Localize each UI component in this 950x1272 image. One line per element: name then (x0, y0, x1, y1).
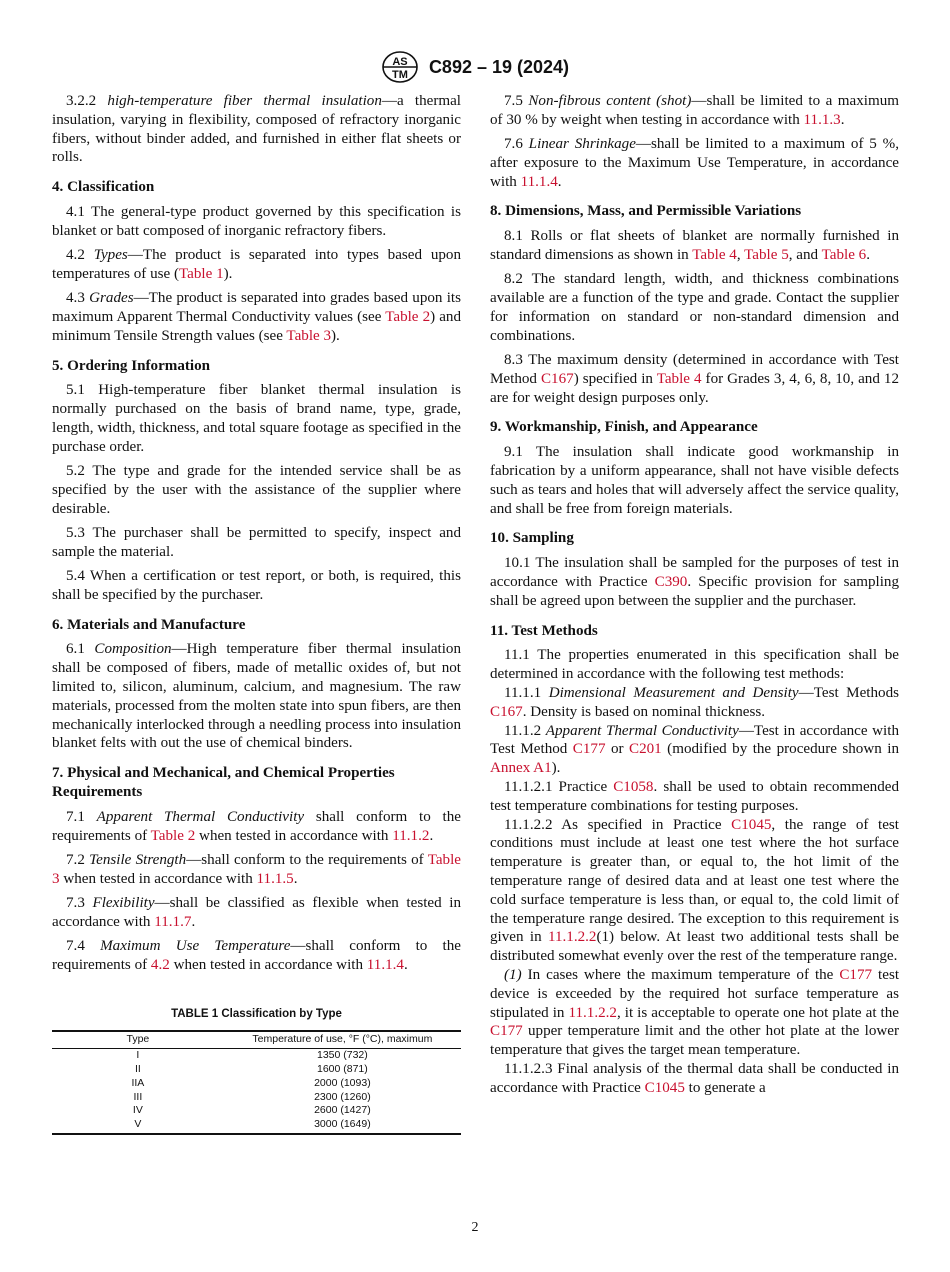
paragraph-4-3: 4.3 Grades—The product is separated into grades based upon its maximum Apparent Thermal Conductivity values (see Table 2) and minimum Tensile Strength values (see Table 3). (52, 290, 462, 344)
paragraph-4-2: 4.2 Types—The product is separated into types based upon temperatures of use (Table 1). (52, 247, 462, 282)
paragraph-11-1: 11.1 The properties enumerated in this specification shall be determined in accordance with the following test methods: (490, 647, 899, 683)
section-heading-materials: 6. Materials and Manufacture (52, 616, 246, 633)
link-11-1-4[interactable]: 11.1.4 (520, 173, 558, 190)
paragraph-9-1: 9.1 The insulation shall indicate good workmanship in fabrication by a uniform appearance, shall not have visible defects such as tears and holes that will adversely affect the service quality, and shall be free from foreign materials. (490, 444, 899, 517)
astm-logo-icon (381, 50, 419, 84)
link-11-1-7[interactable]: 11.1.7 (154, 913, 192, 930)
paragraph-11-1-1: 11.1.1 Dimensional Measurement and Density—Test Methods C167. Density is based on nominal thickness. (490, 685, 899, 720)
link-table-4[interactable]: Table 4 (692, 247, 737, 264)
section-heading-dimensions: 8. Dimensions, Mass, and Permissible Variations (490, 203, 802, 220)
page-number: 2 (471, 1220, 479, 1235)
link-c167[interactable]: C167 (490, 703, 523, 720)
table-cell: 2300 (1260) (314, 1090, 371, 1103)
svg-text:AS: AS (392, 56, 408, 68)
paragraph-8-2: 8.2 The standard length, width, and thickness combinations available are a function of the type and grade. Contact the supplier for information on standard or non-standard dimension and combinations. (490, 271, 899, 344)
link-table-2[interactable]: Table 2 (150, 827, 196, 844)
section-heading-ordering-information: 5. Ordering Information (52, 357, 211, 374)
link-table-1[interactable]: Table 1 (179, 265, 224, 282)
link-4-2[interactable]: 4.2 (150, 956, 170, 973)
table-row (52, 1104, 461, 1118)
table-cell: V (52, 1118, 224, 1134)
table-row (52, 1091, 461, 1105)
section-heading-properties: 7. Physical and Mechanical, and Chemical Properties Requirements (52, 765, 395, 800)
table-caption: TABLE 1 Classification by Type (171, 1007, 342, 1020)
table-row (52, 1077, 461, 1091)
table-cell: IIA (131, 1076, 145, 1089)
table-cell: II (134, 1063, 141, 1076)
paragraph-5-2: 5.2 The type and grade for the intended service shall be as specified by the user with the assistance of the supplier where desirable. (52, 463, 461, 517)
page-header (0, 50, 950, 84)
link-table-3[interactable]: Table 3 (52, 851, 461, 887)
table-cell: 1600 (871) (316, 1063, 368, 1076)
link-c1045[interactable]: C1045 (731, 816, 772, 833)
link-table-3[interactable]: Table 3 (286, 327, 332, 344)
table-row (52, 1118, 461, 1134)
paragraph-11-1-2: 11.1.2 Apparent Thermal Conductivity—Test in accordance with Test Method C177 or C201 (modified by the procedure shown in Annex A1). (490, 722, 899, 777)
link-annex-a1[interactable]: Annex A1 (490, 760, 552, 777)
link-c167[interactable]: C167 (540, 370, 574, 387)
paragraph-6-1: 6.1 Composition—High temperature fiber thermal insulation shall be composed of fibers, made of metallic oxides of, but not limited to, silicon, aluminum, calcium, and magnesium. The raw materials, processed from the molten state into spun fibers, are then mechanically interlocked through a needling process into insulation blanket felts with out the use of chemical binders. (52, 641, 461, 752)
link-11-1-5[interactable]: 11.1.5 (256, 870, 294, 887)
table-row (52, 1049, 461, 1063)
left-column (52, 92, 461, 1135)
paragraph-5-1: 5.1 High-temperature fiber blanket thermal insulation is normally purchased on the basis of brand name, type, grade, length, width, thickness, and total square footage as specified in the purchase order. (52, 382, 461, 455)
paragraph-5-4: 5.4 When a certification or test report, or both, is required, this shall be specified by the purchaser. (52, 568, 461, 603)
table-cell: 1350 (732) (316, 1049, 368, 1062)
paragraph-3-2-2: 3.2.2 high-temperature fiber thermal insulation—a thermal insulation, varying in flexibility, composed of refractory inorganic fibers, without binder added, and furnished in either flat sheets or rolls. (52, 93, 461, 166)
link-c1058[interactable]: C1058 (613, 779, 654, 795)
link-table-6[interactable]: Table 6 (821, 247, 867, 264)
column-header: Type (52, 1031, 224, 1048)
table-cell: III (133, 1090, 143, 1103)
paragraph-7-5: 7.5 Non-fibrous content (shot)—shall be limited to a maximum of 30 % by weight when testing in accordance with 11.1.3. (490, 93, 899, 128)
link-c177[interactable]: C177 (839, 966, 873, 983)
paragraph-7-2: 7.2 Tensile Strength—shall conform to the requirements of Table 3 when tested in accordance with 11.1.5. (52, 851, 461, 887)
link-table-2[interactable]: Table 2 (385, 308, 431, 325)
link-11-1-2[interactable]: 11.1.2 (392, 827, 430, 844)
table-1-classification-by-type (52, 1005, 461, 1135)
document-designation: C892 – 19 (2024) (428, 56, 570, 77)
svg-text:TM: TM (391, 69, 408, 81)
link-11-1-2-2[interactable]: 11.1.2.2 (547, 929, 597, 946)
link-11-1-3[interactable]: 11.1.3 (803, 111, 841, 128)
link-table-4[interactable]: Table 4 (656, 370, 702, 387)
table-cell: 2000 (1093) (314, 1076, 371, 1089)
paragraph-7-4: 7.4 Maximum Use Temperature—shall conform to the requirements of 4.2 when tested in accordance with 11.1.4. (52, 938, 462, 973)
paragraph-11-1-2-1: 11.1.2.1 Practice C1058. shall be used to obtain recommended test temperature combinations for testing purposes. (490, 779, 899, 814)
link-11-1-4[interactable]: 11.1.4 (366, 956, 404, 973)
link-c177[interactable]: C177 (490, 1023, 523, 1040)
paragraph-8-1: 8.1 Rolls or flat sheets of blanket are normally furnished in standard dimensions as shown in Table 4, Table 5, and Table 6. (490, 228, 899, 264)
table-cell: IV (132, 1104, 143, 1117)
paragraph-7-1: 7.1 Apparent Thermal Conductivity shall conform to the requirements of Table 2 when tested in accordance with 11.1.2. (52, 808, 461, 844)
paragraph-7-6: 7.6 Linear Shrinkage—shall be limited to a maximum of 5 %, after exposure to the Maximum Use Temperature, in accordance with 11.1.4. (490, 136, 899, 190)
paragraph-10-1: 10.1 The insulation shall be sampled for the purposes of test in accordance with Practice C390. Specific provision for sampling shall be agreed upon between the supplier and the purchaser. (490, 555, 899, 609)
right-column (490, 92, 899, 1098)
table-cell: 2600 (1427) (314, 1104, 371, 1117)
link-c177[interactable]: C177 (572, 741, 606, 758)
section-heading-test-methods: 11. Test Methods (490, 622, 598, 639)
link-table-5[interactable]: Table 5 (744, 247, 789, 264)
section-heading-workmanship: 9. Workmanship, Finish, and Appearance (490, 419, 758, 436)
column-header: Temperature of use, °F (°C), maximum (224, 1031, 461, 1048)
paragraph-4-1: 4.1 The general-type product governed by this specification is blanket or batt composed of inorganic refractory fibers. (52, 203, 461, 239)
link-11-1-2-2[interactable]: 11.1.2.2 (568, 1004, 617, 1021)
paragraph-7-3: 7.3 Flexibility—shall be classified as flexible when tested in accordance with 11.1.7. (52, 894, 461, 930)
data-table (52, 1030, 461, 1135)
paragraph-5-3: 5.3 The purchaser shall be permitted to specify, inspect and sample the material. (52, 524, 461, 560)
paragraph-11-1-2-2: 11.1.2.2 As specified in Practice C1045, the range of test conditions must include at least one test where the hot surface temperature is greater than, or equal to, the hot limit of the temperature range of desired data and at least one test where the cold surface temperature is less than, or equal to, the cold limit of the temperature range desired. The exception to this requirement is given in 11.1.2.2(1) below. At least two additional tests shall be distributed somewhat evenly over the rest of the temperature range. (490, 816, 899, 965)
link-c201[interactable]: C201 (629, 741, 662, 758)
section-heading-classification: 4. Classification (52, 179, 155, 196)
table-cell: 3000 (1649) (224, 1118, 461, 1134)
paragraph-11-1-2-3: 11.1.2.3 Final analysis of the thermal data shall be conducted in accordance with Practice C1045 to generate a (490, 1060, 899, 1096)
section-heading-sampling: 10. Sampling (490, 530, 574, 547)
table-row (52, 1063, 461, 1077)
paragraph-8-3: 8.3 The maximum density (determined in accordance with Test Method C167) specified in Table 4 for Grades 3, 4, 6, 8, 10, and 12 are for weight design purposes only. (490, 352, 899, 406)
link-c390[interactable]: C390 (654, 574, 688, 591)
table-cell: I (136, 1049, 140, 1062)
paragraph-11-1-2-2-1: (1) In cases where the maximum temperature of the C177 test device is exceeded by the required hot surface temperature as stipulated in 11.1.2.2, it is acceptable to operate one hot plate at the C177 upper temperature limit and the other hot plate at the lower temperature that gives the target mean temperature. (490, 966, 900, 1059)
link-c1045[interactable]: C1045 (644, 1079, 685, 1096)
